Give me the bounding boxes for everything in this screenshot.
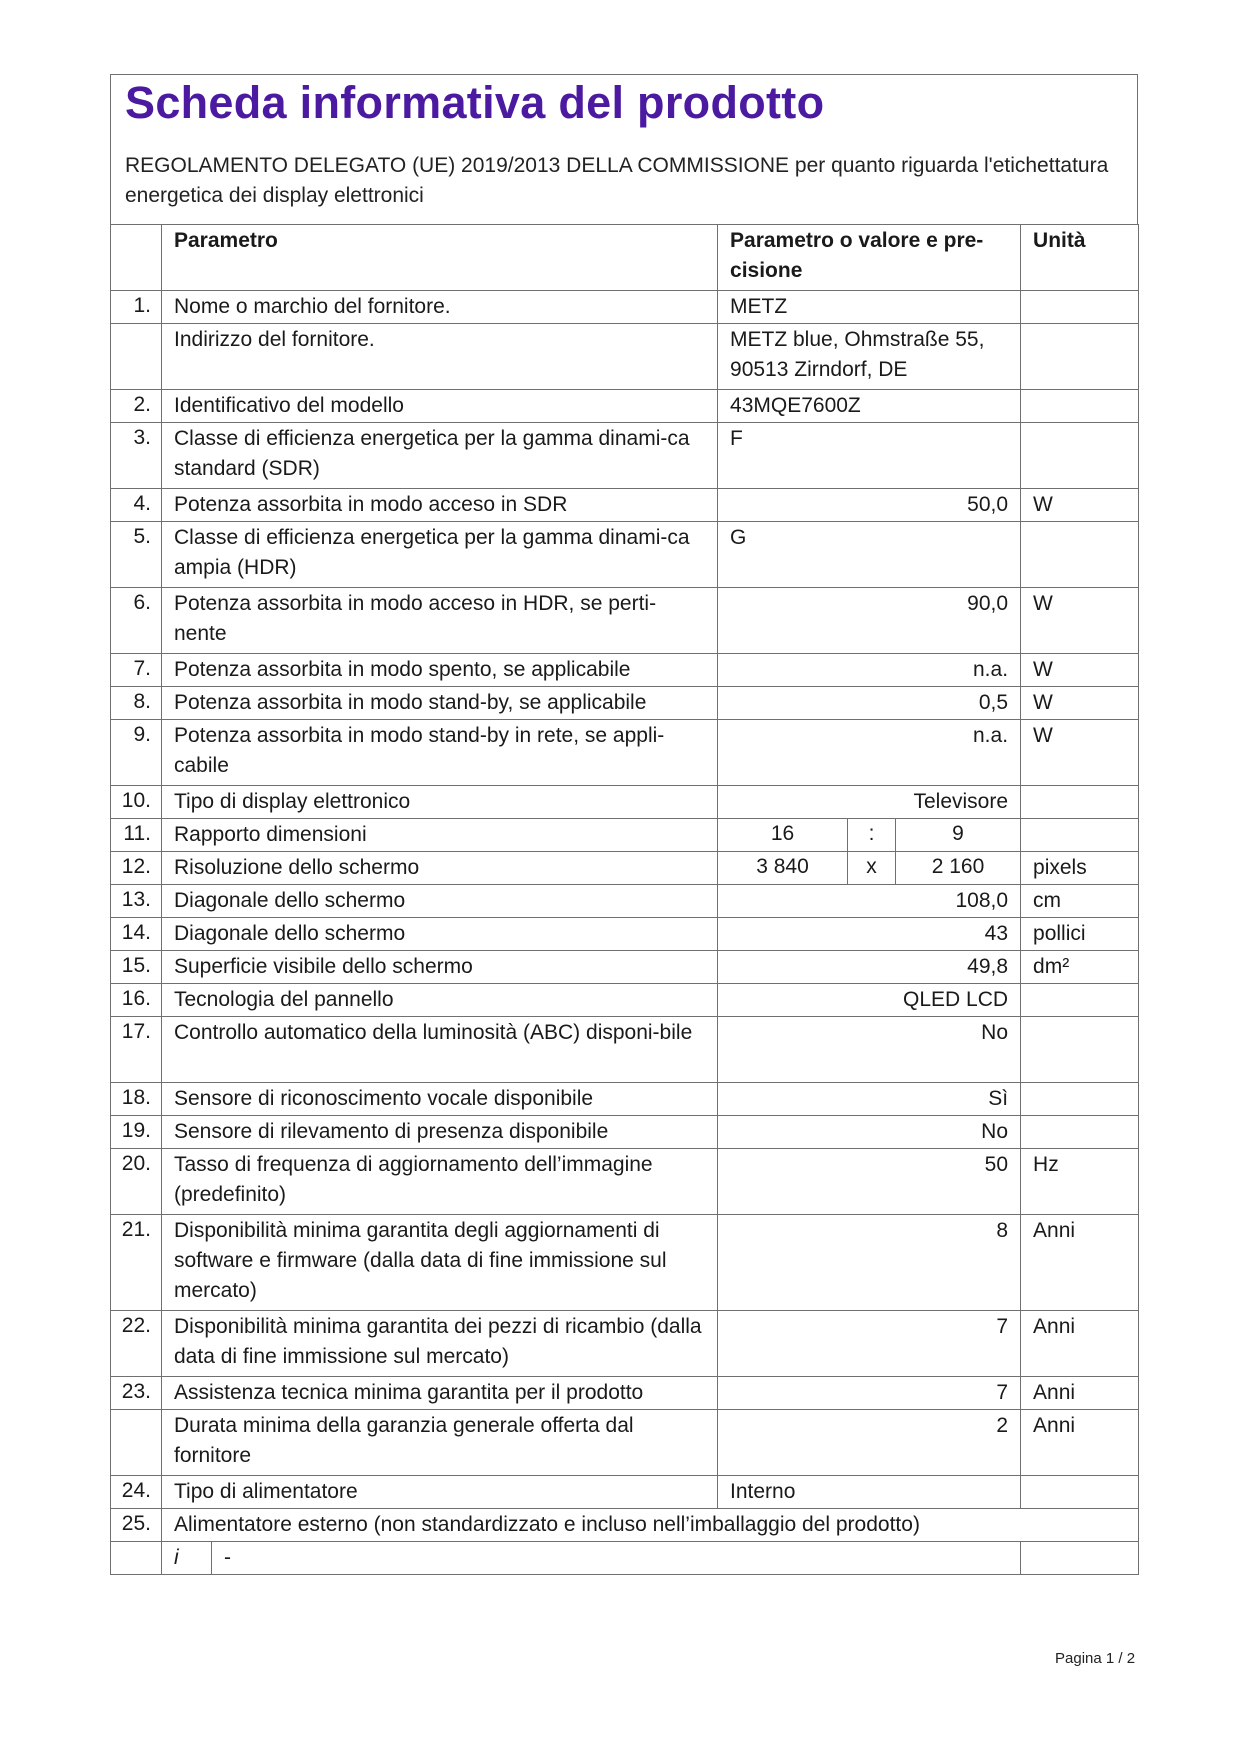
row-number: 14.	[111, 918, 162, 951]
row-unit: pollici	[1021, 918, 1139, 951]
aspect-ratio-separator: :	[848, 819, 896, 852]
table-row	[111, 1017, 1139, 1083]
table-row	[111, 1083, 1139, 1116]
page-title: Scheda informativa del prodotto	[125, 77, 825, 128]
table-row	[111, 1476, 1139, 1509]
row-number: 17.	[111, 1017, 162, 1083]
table-row	[111, 1542, 1139, 1575]
row-value: No	[718, 1017, 1021, 1083]
row-parameter: Classe di efficienza energetica per la gamma dinami-ca ampia (HDR)	[162, 522, 718, 588]
row-parameter: Nome o marchio del fornitore.	[162, 291, 718, 324]
resolution-height: 2 160	[896, 852, 1021, 885]
table-header-row	[111, 225, 1139, 291]
row-parameter: Alimentatore esterno (non standardizzato e incluso nell’imballaggio del prodotto)	[162, 1509, 1139, 1542]
row-unit	[1021, 522, 1139, 588]
row-parameter: Potenza assorbita in modo stand-by, se applicabile	[162, 687, 718, 720]
row-number: 20.	[111, 1149, 162, 1215]
row-unit	[1021, 1476, 1139, 1509]
row-number	[111, 1542, 162, 1575]
table-row	[111, 819, 1139, 852]
row-unit: W	[1021, 720, 1139, 786]
row-unit	[1021, 324, 1139, 390]
row-parameter: Classe di efficienza energetica per la gamma dinami-ca standard (SDR)	[162, 423, 718, 489]
row-parameter: Diagonale dello schermo	[162, 885, 718, 918]
table-row	[111, 1311, 1139, 1377]
row-parameter: Tasso di frequenza di aggiornamento dell’immagine (predefinito)	[162, 1149, 718, 1215]
row-unit: W	[1021, 489, 1139, 522]
row-value: METZ blue, Ohmstraße 55, 90513 Zirndorf, DE	[718, 324, 1021, 390]
table-row	[111, 390, 1139, 423]
row-unit	[1021, 1083, 1139, 1116]
row-unit	[1021, 1542, 1139, 1575]
row-value: 90,0	[718, 588, 1021, 654]
row-parameter: Potenza assorbita in modo acceso in HDR, se perti-nente	[162, 588, 718, 654]
row-unit	[1021, 1017, 1139, 1083]
resolution-separator: x	[848, 852, 896, 885]
spec-table	[110, 224, 1139, 1575]
row-number: 13.	[111, 885, 162, 918]
row-parameter: Disponibilità minima garantita degli aggiornamenti di software e firmware (dalla data di fine immissione sul mercato)	[162, 1215, 718, 1311]
row-parameter: Potenza assorbita in modo stand-by in rete, se appli-cabile	[162, 720, 718, 786]
row-unit	[1021, 390, 1139, 423]
row-parameter: Risoluzione dello schermo	[162, 852, 718, 885]
table-row	[111, 1509, 1139, 1542]
row-number: 4.	[111, 489, 162, 522]
row-value: 49,8	[718, 951, 1021, 984]
row-unit: Anni	[1021, 1377, 1139, 1410]
row-number: 9.	[111, 720, 162, 786]
table-row	[111, 1149, 1139, 1215]
table-row	[111, 720, 1139, 786]
row-parameter: Identificativo del modello	[162, 390, 718, 423]
row-parameter: Sensore di riconoscimento vocale disponibile	[162, 1083, 718, 1116]
row-unit: Anni	[1021, 1311, 1139, 1377]
row-parameter: Rapporto dimensioni	[162, 819, 718, 852]
row-number: 23.	[111, 1377, 162, 1410]
table-row	[111, 885, 1139, 918]
row-value: 43MQE7600Z	[718, 390, 1021, 423]
table-row	[111, 786, 1139, 819]
regulation-subtitle: REGOLAMENTO DELEGATO (UE) 2019/2013 DELLA COMMISSIONE per quanto riguarda l'etichettatura energetica dei display elettronici	[125, 154, 1109, 207]
row-parameter: Diagonale dello schermo	[162, 918, 718, 951]
row-value: 2	[718, 1410, 1021, 1476]
row-unit	[1021, 819, 1139, 852]
aspect-ratio-height: 9	[896, 819, 1021, 852]
row-parameter: Durata minima della garanzia generale offerta dal fornitore	[162, 1410, 718, 1476]
table-row	[111, 984, 1139, 1017]
row-number	[111, 1410, 162, 1476]
row-unit	[1021, 291, 1139, 324]
header-param: Parametro	[162, 225, 718, 291]
row-number: 1.	[111, 291, 162, 324]
row-value: 43	[718, 918, 1021, 951]
table-row	[111, 1377, 1139, 1410]
row-value: Interno	[718, 1476, 1021, 1509]
table-row	[111, 852, 1139, 885]
row-value: F	[718, 423, 1021, 489]
resolution-width: 3 840	[718, 852, 848, 885]
row-parameter: Tipo di alimentatore	[162, 1476, 718, 1509]
row-parameter: Sensore di rilevamento di presenza disponibile	[162, 1116, 718, 1149]
row-value: 108,0	[718, 885, 1021, 918]
row-number: 24.	[111, 1476, 162, 1509]
row-value: 0,5	[718, 687, 1021, 720]
row-number: 2.	[111, 390, 162, 423]
row-number	[111, 324, 162, 390]
row-parameter: Assistenza tecnica minima garantita per il prodotto	[162, 1377, 718, 1410]
sheet-header	[110, 74, 1138, 224]
table-row	[111, 918, 1139, 951]
row-value: 7	[718, 1377, 1021, 1410]
header-unit: Unità	[1021, 225, 1139, 291]
row-unit: W	[1021, 687, 1139, 720]
row-value: G	[718, 522, 1021, 588]
row-unit: dm²	[1021, 951, 1139, 984]
row-unit: W	[1021, 654, 1139, 687]
row-number: 21.	[111, 1215, 162, 1311]
table-row	[111, 588, 1139, 654]
row-parameter: Tipo di display elettronico	[162, 786, 718, 819]
row-parameter: Indirizzo del fornitore.	[162, 324, 718, 390]
row-value: n.a.	[718, 654, 1021, 687]
table-row	[111, 489, 1139, 522]
table-row	[111, 951, 1139, 984]
aspect-ratio-width: 16	[718, 819, 848, 852]
row-unit: Hz	[1021, 1149, 1139, 1215]
page-number: Pagina 1 / 2	[1055, 1650, 1136, 1667]
row-value: QLED LCD	[718, 984, 1021, 1017]
row-value: Televisore	[718, 786, 1021, 819]
table-row	[111, 1116, 1139, 1149]
row-number: 6.	[111, 588, 162, 654]
table-row	[111, 291, 1139, 324]
table-row	[111, 654, 1139, 687]
sub-item-value: -	[212, 1542, 1021, 1575]
row-unit: cm	[1021, 885, 1139, 918]
row-unit: W	[1021, 588, 1139, 654]
table-row	[111, 1215, 1139, 1311]
row-number: 22.	[111, 1311, 162, 1377]
row-unit	[1021, 423, 1139, 489]
row-parameter: Tecnologia del pannello	[162, 984, 718, 1017]
row-parameter: Potenza assorbita in modo acceso in SDR	[162, 489, 718, 522]
row-number: 8.	[111, 687, 162, 720]
table-row	[111, 423, 1139, 489]
row-value: METZ	[718, 291, 1021, 324]
row-number: 19.	[111, 1116, 162, 1149]
row-number: 12.	[111, 852, 162, 885]
row-unit: pixels	[1021, 852, 1139, 885]
row-unit	[1021, 1116, 1139, 1149]
row-unit	[1021, 984, 1139, 1017]
row-unit	[1021, 786, 1139, 819]
table-row	[111, 324, 1139, 390]
row-parameter: Potenza assorbita in modo spento, se applicabile	[162, 654, 718, 687]
row-number: 25.	[111, 1509, 162, 1542]
row-number: 18.	[111, 1083, 162, 1116]
row-unit: Anni	[1021, 1410, 1139, 1476]
row-number: 11.	[111, 819, 162, 852]
row-number: 16.	[111, 984, 162, 1017]
header-num-cell	[111, 225, 162, 291]
row-value: Sì	[718, 1083, 1021, 1116]
table-row	[111, 1410, 1139, 1476]
sub-item-label: i	[162, 1542, 212, 1575]
row-unit: Anni	[1021, 1215, 1139, 1311]
row-parameter: Superficie visibile dello schermo	[162, 951, 718, 984]
table-row	[111, 522, 1139, 588]
row-parameter: Disponibilità minima garantita dei pezzi di ricambio (dalla data di fine immissione sul mercato)	[162, 1311, 718, 1377]
row-number: 3.	[111, 423, 162, 489]
row-number: 10.	[111, 786, 162, 819]
row-number: 7.	[111, 654, 162, 687]
row-value: No	[718, 1116, 1021, 1149]
row-value: 50,0	[718, 489, 1021, 522]
table-row	[111, 687, 1139, 720]
row-value: 8	[718, 1215, 1021, 1311]
row-value: 7	[718, 1311, 1021, 1377]
row-value: 50	[718, 1149, 1021, 1215]
row-value: n.a.	[718, 720, 1021, 786]
row-parameter: Controllo automatico della luminosità (ABC) disponi-bile	[162, 1017, 718, 1083]
header-value: Parametro o valore e pre-cisione	[718, 225, 1021, 291]
row-number: 5.	[111, 522, 162, 588]
row-number: 15.	[111, 951, 162, 984]
